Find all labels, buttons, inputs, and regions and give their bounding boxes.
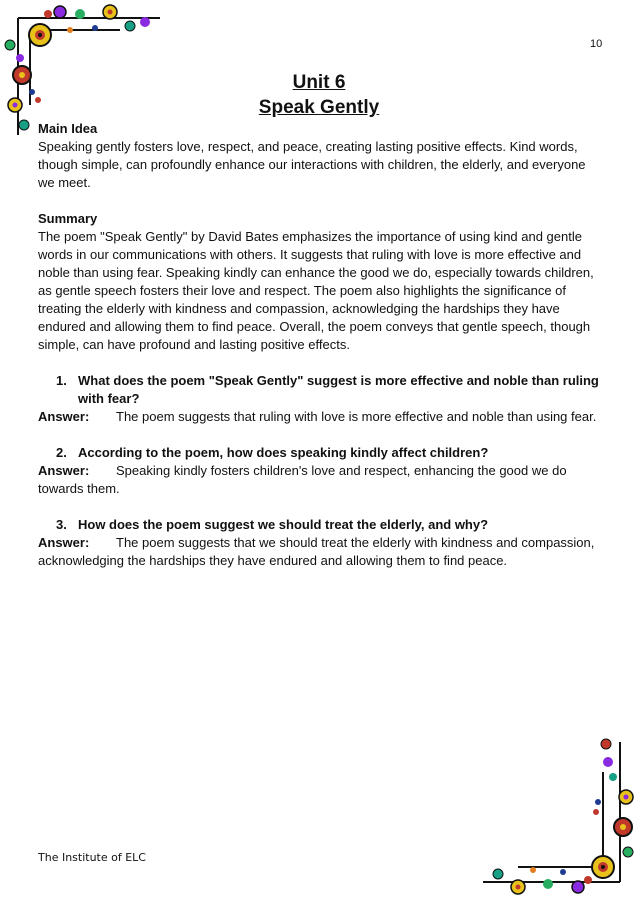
page-number: 10 bbox=[590, 38, 603, 50]
answer-label: Answer: bbox=[38, 463, 90, 478]
answer-text: The poem suggests that ruling with love is more effective and noble than using fear. bbox=[116, 409, 597, 424]
bottom-right-corner-ornament bbox=[478, 732, 638, 902]
answer-2 bbox=[38, 462, 600, 498]
main-idea-heading: Main Idea bbox=[38, 121, 98, 136]
question-text: According to the poem, how does speaking kindly affect children? bbox=[78, 445, 489, 460]
question-text: What does the poem "Speak Gently" suggest is more effective and noble than ruling with fear? bbox=[78, 373, 599, 406]
summary-text: The poem "Speak Gently" by David Bates emphasizes the importance of using kind and gentle words in our communications with others. It suggests that ruling with love is more effective and noble than using fear. Speaking kindly can enhance the good we do, especially towards children, as gentle speech fosters their love and respect. The poem also highlights the significance of treating the elderly with kindness and compassion, acknowledging the hardships they have endured and allowing them to find peace. Overall, the poem conveys that gentle speech, though simple, can have profound and lasting positive effects. bbox=[38, 229, 594, 352]
answer-1 bbox=[38, 408, 600, 426]
answer-text: Speaking kindly fosters children's love and respect, enhancing the good we do towards them. bbox=[38, 463, 567, 496]
main-idea-text: Speaking gently fosters love, respect, and peace, creating lasting positive effects. Kind words, though simple, can profoundly enhance our interactions with children, the elderly, and everyone we meet. bbox=[38, 139, 586, 190]
answer-label: Answer: bbox=[38, 409, 90, 424]
question-number: 1. bbox=[56, 373, 67, 388]
summary-heading: Summary bbox=[38, 211, 98, 226]
answer-3 bbox=[38, 534, 600, 570]
page-title bbox=[0, 70, 638, 120]
unit-title: Unit 6 bbox=[292, 72, 346, 93]
document-body bbox=[38, 120, 600, 570]
answer-text: The poem suggests that we should treat the elderly with kindness and compassion, acknowledging the hardships they have endured and allowing them to find peace. bbox=[38, 535, 595, 568]
question-2 bbox=[38, 444, 600, 462]
answer-label: Answer: bbox=[38, 535, 90, 550]
question-number: 2. bbox=[56, 445, 67, 460]
question-1 bbox=[38, 372, 600, 408]
question-3 bbox=[38, 516, 600, 534]
poem-title: Speak Gently bbox=[258, 97, 380, 118]
question-text: How does the poem suggest we should treat the elderly, and why? bbox=[78, 517, 489, 532]
question-number: 3. bbox=[56, 517, 67, 532]
footer-institute: The Institute of ELC bbox=[38, 851, 146, 864]
